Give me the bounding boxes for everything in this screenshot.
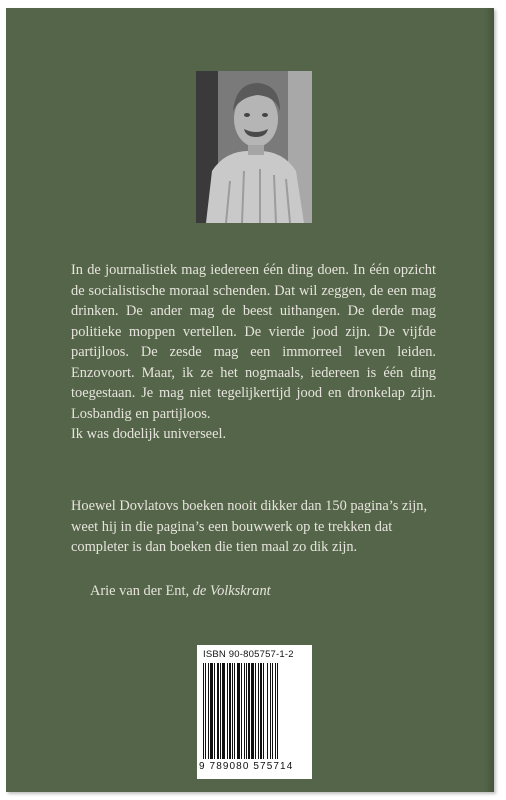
author-portrait-image	[196, 71, 312, 223]
barcode-bar	[208, 663, 209, 759]
reviewer-name: Arie van der Ent,	[90, 583, 190, 599]
excerpt-closing-line: Ik was dodelijk universeel.	[71, 426, 227, 442]
barcode-bar	[210, 663, 213, 759]
barcode-bar	[203, 663, 204, 759]
review-text: Hoewel Dovlatovs boeken nooit dikker dan 150 pagina’s zijn, weet hij in die pagina’s een bouwwerk op te trekken dat completer is dan boeken die tien maal zo dik zijn.	[71, 498, 428, 555]
barcode-bar	[248, 663, 250, 759]
barcode-bar	[205, 663, 206, 759]
barcode-bar	[244, 663, 245, 759]
excerpt-quote	[71, 260, 436, 445]
barcode-bar	[246, 663, 247, 759]
barcode-bar	[255, 663, 256, 759]
barcode-bar	[234, 663, 235, 759]
barcode-bar	[275, 663, 276, 759]
barcode-bar	[258, 663, 259, 759]
book-back-cover	[6, 8, 494, 792]
barcode-bar	[272, 663, 273, 759]
barcode-bar	[260, 663, 262, 759]
barcode-bar	[214, 663, 215, 759]
barcode-bar	[222, 663, 225, 759]
ean-digits: 9 789080 575714	[199, 761, 294, 772]
barcode-bars	[203, 663, 306, 759]
isbn-number: ISBN 90-805757-1-2	[203, 649, 294, 660]
review-quote	[71, 496, 436, 558]
barcode-bar	[277, 663, 278, 759]
barcode-bar	[232, 663, 233, 759]
excerpt-paragraph: In de journalistiek mag iedereen één ding doen. In één opzicht de socialistische moraal schenden. Dat wil zeggen, de een mag drinken. De ander mag de beest uithangen. De derde mag politieke moppen vertellen. De vierde jood zijn. De vijfde partijloos. De zesde mag een immorreel leven leiden. Enzovoort. Maar, ik ze het nogmaals, iedereen is één ding toegestaan. Je mag niet tegelijkertijd jood en dronkelap zijn. Losbandig en partijloos.	[71, 262, 436, 422]
barcode-bar	[217, 663, 219, 759]
barcode-bar	[241, 663, 242, 759]
review-source: de Volkskrant	[192, 583, 271, 599]
spine-shadow	[484, 8, 494, 792]
barcode-bar	[227, 663, 228, 759]
barcode-bar	[220, 663, 221, 759]
barcode-bar	[229, 663, 231, 759]
barcode-bar	[267, 663, 268, 759]
barcode-label	[197, 645, 312, 779]
author-photo	[196, 71, 312, 223]
barcode-bar	[263, 663, 264, 759]
barcode-bar	[270, 663, 271, 759]
review-attribution	[90, 581, 455, 602]
barcode-bar	[237, 663, 240, 759]
barcode-bar	[251, 663, 254, 759]
